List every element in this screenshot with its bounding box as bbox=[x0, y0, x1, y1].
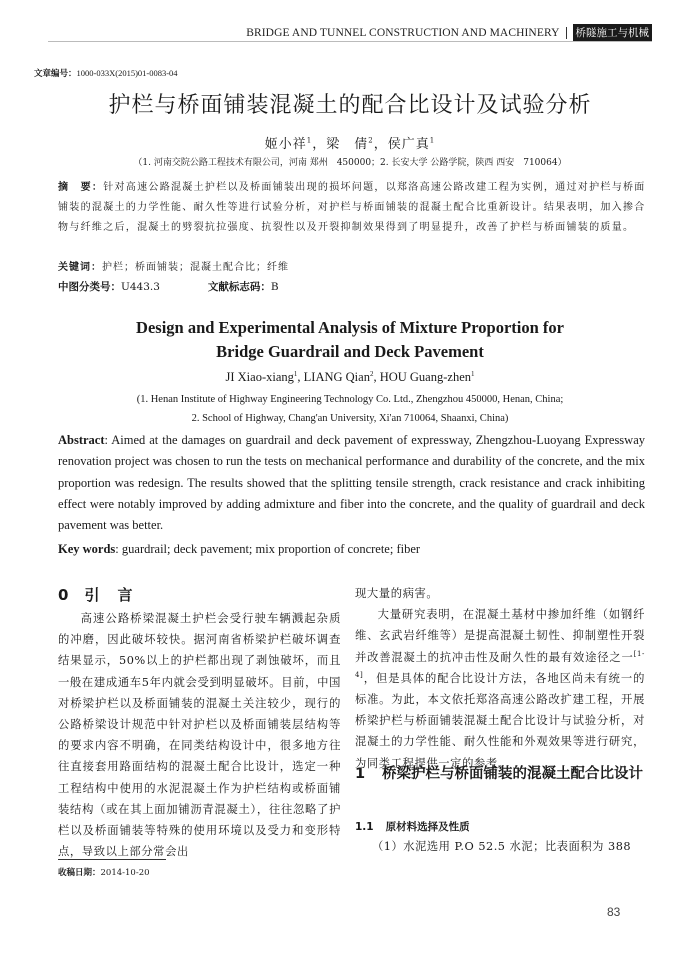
right-column bbox=[355, 583, 645, 774]
keywords-cn-label: 关键词： bbox=[58, 262, 102, 273]
journal-name-cn: 桥隧施工与机械 bbox=[573, 24, 653, 41]
authors-en: JI Xiao-xiang$^1$, LIANG Qian$^2$, HOU Guang-zhen$^1$ bbox=[225, 369, 475, 384]
author-en: HOU Guang-zhen bbox=[379, 370, 471, 384]
clc-number bbox=[58, 279, 160, 294]
doc-code-value: B bbox=[270, 281, 279, 293]
list-item: （1）水泥选用 P.O 52.5 水泥；比表面积为 388 bbox=[372, 840, 632, 853]
page-number: 83 bbox=[607, 905, 621, 919]
author-sup: 2 bbox=[369, 369, 374, 378]
section-title: 桥梁护栏与桥面铺装的混凝土配合比设计 bbox=[382, 766, 643, 782]
doc-code bbox=[208, 279, 279, 294]
article-number-value: 1000-033X(2015)01-0083-04 bbox=[76, 68, 178, 78]
section-title-char: 言 bbox=[117, 586, 133, 604]
section-0-heading bbox=[58, 584, 132, 605]
abstract-cn-label: 摘 要： bbox=[58, 182, 104, 193]
left-column bbox=[58, 608, 341, 862]
author-cn: 侯广真 bbox=[387, 137, 430, 152]
intro-paragraph-2 bbox=[355, 604, 645, 774]
journal-name-en: BRIDGE AND TUNNEL CONSTRUCTION AND MACHINERY bbox=[246, 26, 560, 39]
intro-paragraph-1-continued: 现大量的病害。 bbox=[355, 587, 439, 600]
section-title-char: 引 bbox=[84, 586, 100, 604]
article-number-label: 文章编号： bbox=[34, 69, 77, 79]
author-sup: 1 bbox=[429, 136, 436, 145]
intro-paragraph-2-text-b: ，但是具体的配合比设计方法，各地区尚未有统一的标准。为此，本文依托郑洛高速公路改扩建工程，开展桥梁护栏与桥面铺装混凝土配合比设计与试验分析，对混凝土的力学性能、耐久性能和外观效果等进行研究，为同类工程提供一定的参考。 bbox=[355, 671, 645, 770]
title-en-line: Bridge Guardrail and Deck Pavement bbox=[216, 342, 484, 361]
author-sup: 1 bbox=[471, 369, 475, 378]
intro-paragraph-1: 高速公路桥梁混凝土护栏会受行驶车辆溅起杂质的冲磨，因此破坏较快。据河南省桥梁护栏破坏调查结果显示，50%以上的护栏都出现了剥蚀破坏，而且一般在建成通车5年内就会受到明显破坏。目前，中国对桥梁护栏以及桥面铺装的混凝土关注较少，现行的公路桥梁设计规范中针对护栏以及桥面铺装层结构等的要求内容不明确，在同类结构设计中，很多地方往往直接套用路面结构的混凝土配合比设计，选定一种工程结构中使用的水泥混凝土作为护栏结构或桥面铺装结构（或在其上面加铺沥青混凝土），往往忽略了护栏以及桥面铺装等特殊的使用环境以及受力和变形特点，导致以上部分常会出 bbox=[58, 612, 341, 859]
title-cn: 护栏与桥面铺装混凝土的配合比设计及试验分析 bbox=[108, 93, 592, 118]
author-cn: 姬小祥 bbox=[264, 137, 307, 152]
doc-code-label: 文献标志码： bbox=[207, 281, 271, 293]
author-en: JI Xiao-xiang bbox=[225, 370, 294, 384]
title-en-line: Design and Experimental Analysis of Mixture Proportion for bbox=[136, 318, 564, 337]
classification-row bbox=[58, 279, 279, 294]
subsection-number: 1.1 bbox=[355, 821, 374, 833]
keywords-en-text: : guardrail; deck pavement; mix proportion of concrete; fiber bbox=[115, 542, 421, 556]
citation-ref[interactable]: [1-4] bbox=[355, 649, 645, 680]
abstract-cn bbox=[58, 178, 648, 238]
footnote-label: 收稿日期： bbox=[58, 868, 101, 878]
section-number: 1 bbox=[355, 766, 366, 782]
author-cn: 梁 倩 bbox=[326, 137, 369, 152]
keywords-cn-text: 护栏；桥面铺装；混凝土配合比；纤维 bbox=[102, 262, 289, 273]
article-number bbox=[34, 67, 178, 79]
abstract-en bbox=[58, 430, 645, 536]
title-en bbox=[0, 316, 700, 364]
footnote-received-date bbox=[58, 866, 150, 878]
author-sup: 1 bbox=[293, 369, 298, 378]
affiliation-cn: （1. 河南交院公路工程技术有限公司，河南 郑州 450000；2. 长安大学 公路学院，陕西 西安 710064） bbox=[133, 158, 567, 168]
author-sup: 1 bbox=[306, 136, 313, 145]
footnote-rule bbox=[58, 859, 166, 860]
author-sup: 2 bbox=[368, 136, 374, 145]
header-separator bbox=[566, 27, 567, 39]
keywords-en bbox=[58, 542, 420, 557]
section-1-heading bbox=[355, 762, 645, 787]
keywords-cn bbox=[58, 258, 289, 273]
affiliation-en-line: 2. School of Highway, Chang'an University, Xi'an 710064, Shaanxi, China) bbox=[191, 413, 509, 424]
subsection-1-1-heading bbox=[355, 819, 470, 834]
section-number: 0 bbox=[58, 586, 69, 604]
header-rule bbox=[48, 41, 652, 42]
running-header bbox=[246, 24, 652, 41]
affiliation-en bbox=[0, 390, 700, 428]
footnote-value: 2014-10-20 bbox=[100, 868, 150, 878]
subsection-title: 原材料选择及性质 bbox=[385, 821, 470, 833]
author-en: LIANG Qian bbox=[303, 370, 370, 384]
abstract-en-label: Abstract bbox=[58, 433, 105, 447]
intro-paragraph-2-text-a: 大量研究表明，在混凝土基材中掺加纤维（如钢纤维、玄武岩纤维等）是提高混凝土韧性、抑制塑性开裂并改善混凝土的抗冲击性及耐久性的最有效途径之一 bbox=[355, 608, 645, 664]
clc-value: U443.3 bbox=[121, 281, 160, 293]
keywords-en-label: Key words bbox=[58, 542, 116, 556]
clc-label: 中图分类号： bbox=[58, 281, 121, 293]
abstract-en-text: : Aimed at the damages on guardrail and deck pavement of expressway, Zhengzhou-Luoyang Expressway renovation project was chosen to run the tests on mechanical performance and durability of the concrete, and the mix proportion was redesign. The results showed that the splitting tensile strength, crack resistance and crack inhibiting effect were notably improved by adding admixture and fiber into the concrete, and the quality of guardrail and deck pavement was better. bbox=[58, 433, 645, 533]
affiliation-en-line: (1. Henan Institute of Highway Engineering Technology Co. Ltd., Zhengzhou 450000, Henan, China; bbox=[136, 394, 564, 405]
authors-cn: 姬小祥$^1$，梁 倩$^2$，侯广真$^1$ bbox=[264, 136, 436, 152]
abstract-cn-text: 针对高速公路混凝土护栏以及桥面铺装出现的损坏问题，以郑洛高速公路改建工程为实例，通过对护栏与桥面铺装的混凝土的力学性能、耐久性等进行试验分析，对护栏与桥面铺装的混凝土配合比重新设计。结果表明，加入掺合物与纤维之后，混凝土的劈裂抗拉强度、抗裂性以及开裂抑制效果得到了明显提升，改善了护栏与桥面铺装的质量。 bbox=[58, 182, 646, 233]
